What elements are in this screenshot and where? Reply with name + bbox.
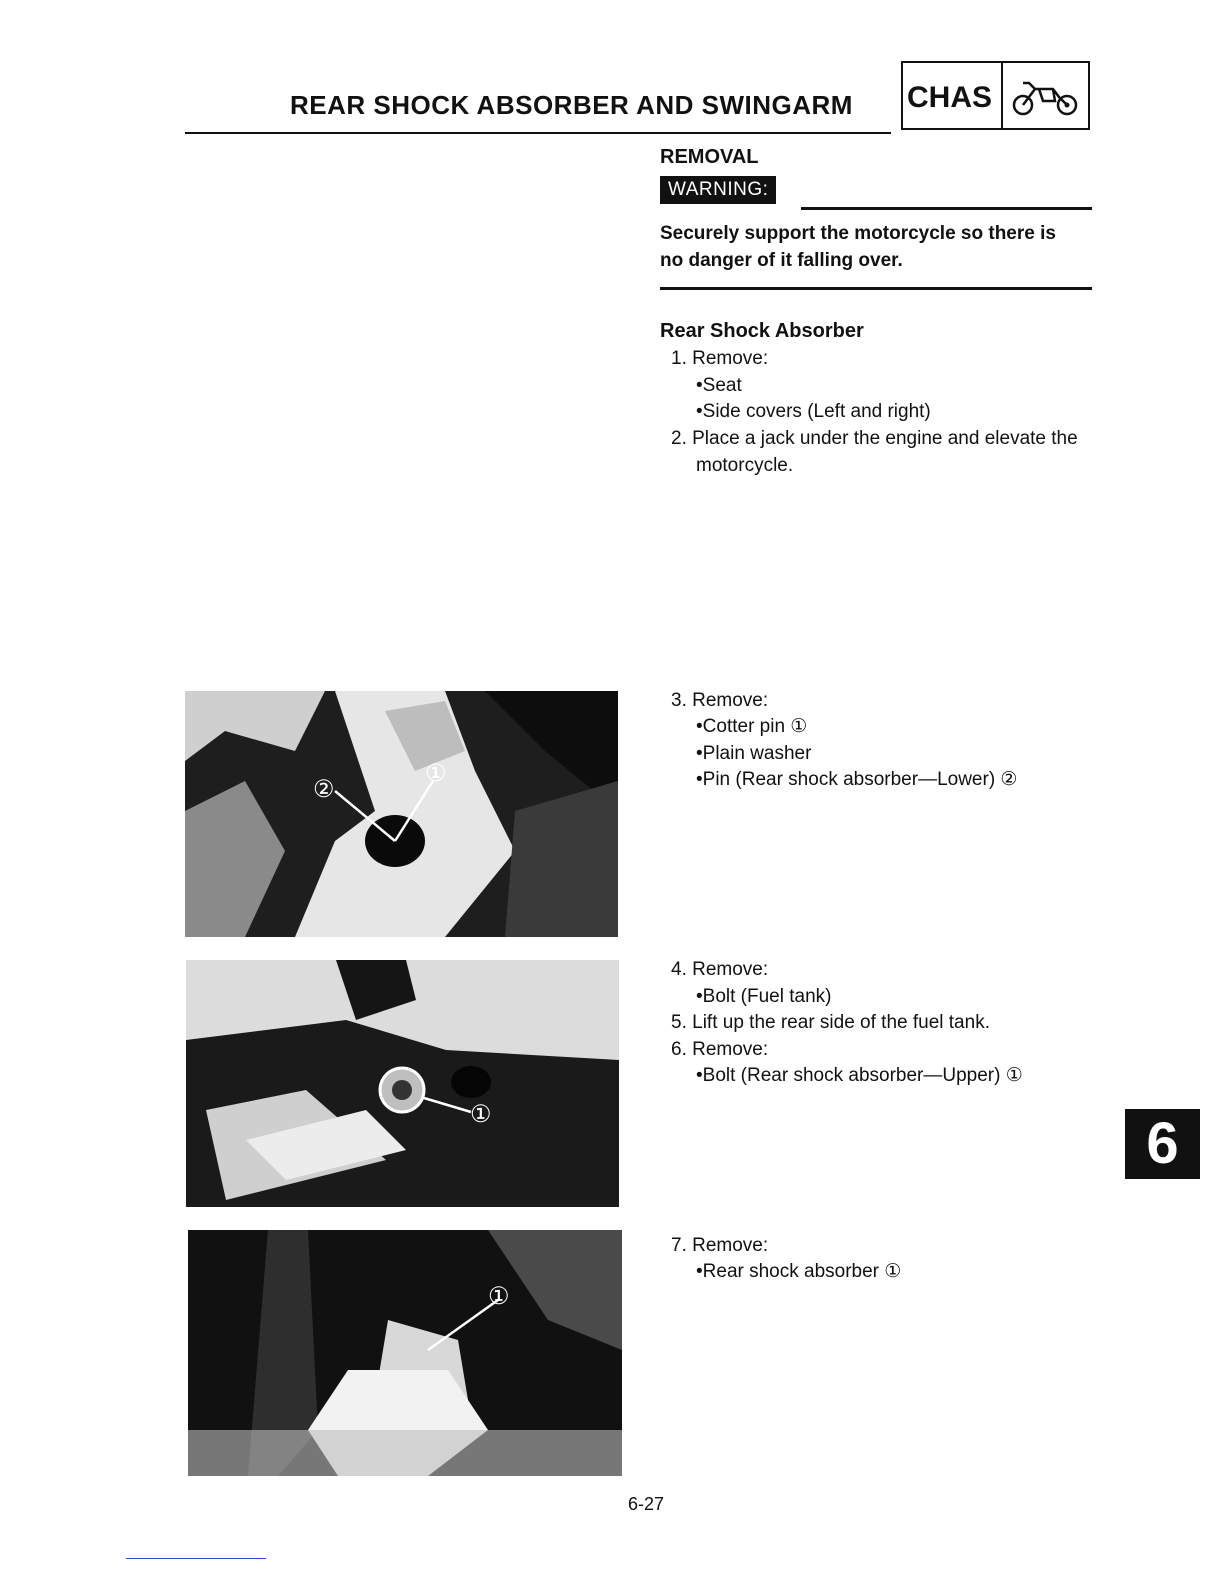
section-title: REMOVAL	[660, 146, 759, 168]
warning-rule-bottom	[660, 287, 1092, 290]
motorcycle-icon	[1009, 75, 1081, 126]
step-6-item: •Bolt (Rear shock absorber—Upper) ①	[696, 1065, 1023, 1086]
warning-rule-top	[801, 207, 1092, 210]
step-2: 2. Place a jack under the engine and elevate the	[671, 428, 1078, 449]
badge-divider	[1001, 63, 1003, 128]
step-4: 4. Remove:	[671, 959, 769, 980]
page-number: 6-27	[628, 1494, 665, 1514]
subsection-title: Rear Shock Absorber	[660, 320, 864, 342]
step-1-item: •Seat	[696, 375, 742, 396]
chapter-badge-label: CHAS	[907, 81, 993, 114]
step-7-item: •Rear shock absorber ①	[696, 1261, 902, 1282]
step-1-item: •Side covers (Left and right)	[696, 401, 931, 422]
step-3-item: •Pin (Rear shock absorber—Lower) ②	[696, 769, 1018, 790]
callout-1: ①	[425, 760, 447, 787]
photo-upper-bolt	[186, 960, 619, 1207]
warning-text	[660, 220, 1100, 274]
step-5: 5. Lift up the rear side of the fuel tank.	[671, 1012, 990, 1033]
callout-1: ①	[470, 1101, 492, 1128]
step-4-item: •Bolt (Fuel tank)	[696, 986, 832, 1007]
step-6: 6. Remove:	[671, 1039, 769, 1060]
step-7: 7. Remove:	[671, 1235, 769, 1256]
step-3-item: •Cotter pin ①	[696, 716, 808, 737]
page-title: REAR SHOCK ABSORBER AND SWINGARM	[290, 90, 853, 120]
warning-badge: WARNING:	[660, 176, 776, 204]
step-3: 3. Remove:	[671, 690, 769, 711]
header-rule	[185, 132, 891, 134]
photo-lower-pin	[185, 691, 618, 937]
footer-rule	[126, 1558, 266, 1559]
photo-shock-removal	[188, 1230, 622, 1476]
warning-line-1: Securely support the motorcycle so there is	[660, 223, 1056, 244]
warning-line-2: no danger of it falling over.	[660, 250, 903, 271]
step-2-cont: motorcycle.	[696, 455, 794, 476]
step-3-item: •Plain washer	[696, 743, 812, 764]
callout-1: ①	[488, 1283, 510, 1310]
step-1: 1. Remove:	[671, 348, 769, 369]
callout-2: ②	[313, 776, 335, 803]
section-tab: 6	[1125, 1109, 1200, 1179]
chapter-badge	[901, 61, 1090, 130]
